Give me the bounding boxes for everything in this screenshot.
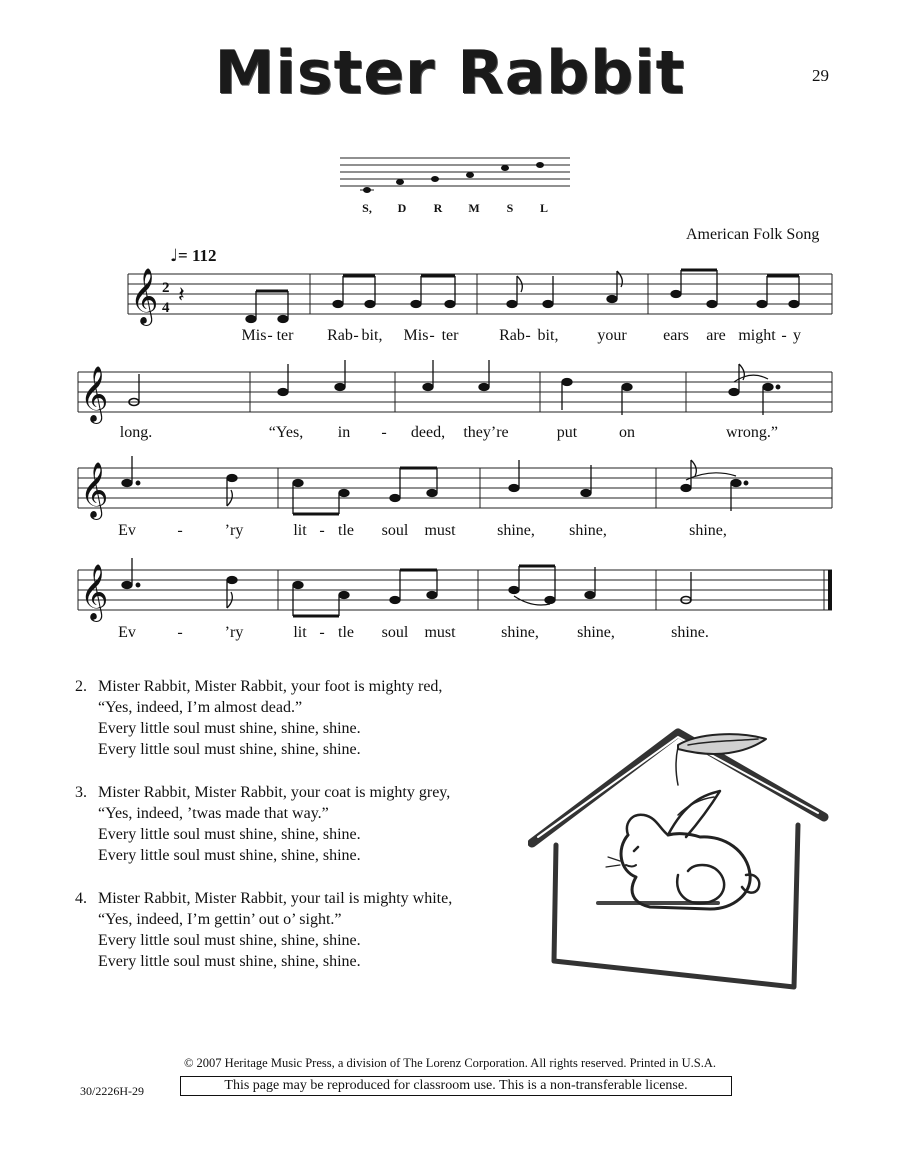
verse-line: “Yes, indeed, I’m almost dead.” bbox=[98, 699, 303, 716]
verse-line: Every little soul must shine, shine, shine. bbox=[98, 720, 361, 737]
lyric-syllable: soul bbox=[381, 522, 409, 539]
final-barline bbox=[828, 570, 832, 610]
lyric-hyphen: - bbox=[319, 522, 325, 539]
lyric-syllable: Mis bbox=[241, 327, 267, 344]
lyric-syllable: soul bbox=[381, 624, 409, 641]
lyric-hyphen: - bbox=[353, 327, 359, 344]
lyric-hyphen: - bbox=[177, 624, 183, 641]
verse-2 bbox=[75, 676, 442, 760]
staff-system-1 bbox=[0, 262, 900, 332]
lyric-syllable: tle bbox=[338, 522, 354, 539]
treble-clef-icon: 𝄞 bbox=[80, 564, 109, 620]
verse-line: Every little soul must shine, shine, shine. bbox=[98, 953, 361, 970]
lyric-syllable: Rab bbox=[499, 327, 525, 344]
lyric-syllable: they’re bbox=[463, 424, 509, 441]
verse-number: 4. bbox=[75, 890, 87, 907]
solfege-label: M bbox=[468, 201, 480, 215]
lyric-hyphen: - bbox=[781, 327, 787, 344]
lyric-syllable: bit, bbox=[537, 327, 559, 344]
lyric-syllable: Mis bbox=[403, 327, 429, 344]
lyric-syllable: are bbox=[706, 327, 726, 344]
solfege-label: L bbox=[539, 201, 549, 215]
attribution: American Folk Song bbox=[686, 226, 820, 243]
lyric-hyphen: - bbox=[177, 522, 183, 539]
lyric-syllable: shine, bbox=[689, 522, 727, 539]
verse-number: 2. bbox=[75, 678, 87, 695]
verse-line: “Yes, indeed, I’m gettin’ out o’ sight.” bbox=[98, 911, 342, 928]
lyric-syllable: deed, bbox=[410, 424, 446, 441]
solfege-scale bbox=[330, 150, 580, 220]
lyric-syllable: Ev bbox=[118, 624, 136, 641]
lyric-syllable: must bbox=[424, 624, 456, 641]
verse-line: “Yes, indeed, ’twas made that way.” bbox=[98, 805, 329, 822]
lyric-syllable: y bbox=[793, 327, 801, 344]
lyric-syllable: lit bbox=[293, 522, 307, 539]
treble-clef-icon: 𝄞 bbox=[130, 268, 159, 324]
lyric-syllable: shine, bbox=[569, 522, 607, 539]
solfege-label: R bbox=[433, 201, 443, 215]
lyric-syllable: shine, bbox=[497, 522, 535, 539]
lyric-syllable: ’ry bbox=[224, 522, 244, 539]
solfege-label: S bbox=[506, 201, 514, 215]
lyric-syllable: tle bbox=[338, 624, 354, 641]
lyric-syllable: ears bbox=[663, 327, 689, 344]
staff-system-4 bbox=[0, 558, 900, 628]
lyric-syllable: ’ry bbox=[224, 624, 244, 641]
publication-code: 30/2226H-29 bbox=[80, 1084, 144, 1098]
verse-line: Mister Rabbit, Mister Rabbit, your tail is mighty white, bbox=[98, 890, 453, 907]
page-number: 29 bbox=[812, 66, 829, 85]
lyric-syllable: ter bbox=[276, 327, 294, 344]
lyric-syllable: might bbox=[738, 327, 776, 344]
lyric-syllable: ter bbox=[441, 327, 459, 344]
lyric-syllable: shine. bbox=[671, 624, 709, 641]
lyric-hyphen: - bbox=[381, 424, 387, 441]
verse-line: Every little soul must shine, shine, shine. bbox=[98, 847, 361, 864]
lyric-syllable: your bbox=[597, 327, 627, 344]
lyric-syllable: Rab bbox=[327, 327, 353, 344]
lyric-hyphen: - bbox=[267, 327, 273, 344]
treble-clef-icon: 𝄞 bbox=[80, 462, 109, 518]
lyric-hyphen: - bbox=[319, 624, 325, 641]
verse-line: Every little soul must shine, shine, shine. bbox=[98, 826, 361, 843]
lyric-syllable: in bbox=[337, 424, 351, 441]
time-signature-top: 2 bbox=[162, 280, 170, 296]
time-signature-bottom: 4 bbox=[162, 300, 170, 316]
lyric-hyphen: - bbox=[429, 327, 435, 344]
lyric-syllable: put bbox=[556, 424, 578, 441]
verse-line: Mister Rabbit, Mister Rabbit, your coat is mighty grey, bbox=[98, 784, 451, 801]
verse-line: Every little soul must shine, shine, shine. bbox=[98, 932, 361, 949]
lyric-syllable: long. bbox=[119, 424, 153, 441]
lyric-syllable: shine, bbox=[501, 624, 539, 641]
staff-system-2 bbox=[0, 360, 900, 430]
lyric-syllable: must bbox=[424, 522, 456, 539]
lyric-syllable: “Yes, bbox=[268, 424, 304, 441]
lyric-syllable: Ev bbox=[118, 522, 136, 539]
verse-number: 3. bbox=[75, 784, 87, 801]
quarter-note-icon: ♩ bbox=[170, 246, 179, 266]
license-notice: This page may be reproduced for classroom use. This is a non-transferable license. bbox=[180, 1076, 732, 1096]
tempo-marking: ♩= 112 bbox=[170, 246, 217, 266]
lyric-hyphen: - bbox=[525, 327, 531, 344]
quarter-rest-icon: 𝄽 bbox=[178, 283, 185, 308]
copyright-notice: © 2007 Heritage Music Press, a division of The Lorenz Corporation. All rights reserved. Printed in U.S.A. bbox=[183, 1056, 717, 1070]
lyric-syllable: lit bbox=[293, 624, 307, 641]
solfege-label: S, bbox=[362, 201, 372, 215]
treble-clef-icon: 𝄞 bbox=[80, 366, 109, 422]
rabbit-birdhouse-icon bbox=[528, 725, 848, 995]
lyric-syllable: on bbox=[619, 424, 635, 441]
verse-4 bbox=[75, 888, 452, 972]
verse-line: Mister Rabbit, Mister Rabbit, your foot is mighty red, bbox=[98, 678, 443, 695]
lyric-syllable: bit, bbox=[361, 327, 383, 344]
staff-system-3 bbox=[0, 456, 900, 526]
lyric-syllable: shine, bbox=[577, 624, 615, 641]
verse-3 bbox=[75, 782, 450, 866]
verse-line: Every little soul must shine, shine, shine. bbox=[98, 741, 361, 758]
lyric-syllable: wrong.” bbox=[726, 424, 778, 441]
song-title: Mister Rabbit bbox=[214, 38, 686, 108]
solfege-label: D bbox=[397, 201, 407, 215]
